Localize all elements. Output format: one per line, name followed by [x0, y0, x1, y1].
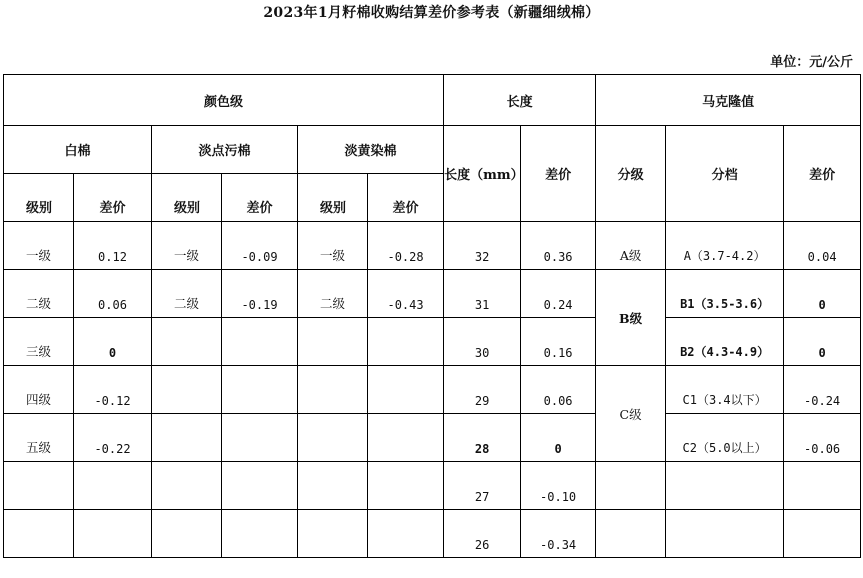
- table-row: [4, 414, 861, 462]
- yellow-grade-header: 级别: [298, 174, 368, 222]
- micronaire-range-cell: B2（4.3-4.9）: [666, 318, 784, 366]
- empty-cell: [152, 462, 222, 510]
- white-diff-cell: -0.22: [74, 414, 152, 462]
- white-diff-header: 差价: [74, 174, 152, 222]
- empty-cell: [666, 510, 784, 558]
- empty-cell: [298, 462, 368, 510]
- micronaire-diff-cell: 0: [784, 270, 861, 318]
- length-diff-cell: 0: [521, 414, 596, 462]
- empty-cell: [784, 510, 861, 558]
- table-row: [4, 270, 861, 318]
- light-yellow-header: 淡黄染棉: [298, 126, 444, 174]
- micronaire-category-cell: A级: [596, 222, 666, 270]
- empty-cell: [222, 366, 298, 414]
- table-row: [4, 462, 861, 510]
- white-grade-cell: 二级: [4, 270, 74, 318]
- length-mm-cell: 28: [444, 414, 521, 462]
- color-grade-header: 颜色级: [4, 75, 444, 126]
- length-diff-cell: 0.06: [521, 366, 596, 414]
- light-spotted-header: 淡点污棉: [152, 126, 298, 174]
- micronaire-range-cell: C1（3.4以下）: [666, 366, 784, 414]
- micronaire-category-cell: B级: [596, 270, 666, 366]
- length-mm-cell: 27: [444, 462, 521, 510]
- empty-cell: [222, 318, 298, 366]
- white-cotton-header: 白棉: [4, 126, 152, 174]
- white-diff-cell: 0: [74, 318, 152, 366]
- empty-cell: [784, 462, 861, 510]
- yellow-diff-cell: -0.43: [368, 270, 444, 318]
- micronaire-diff-cell: -0.24: [784, 366, 861, 414]
- empty-cell: [368, 318, 444, 366]
- empty-cell: [152, 318, 222, 366]
- white-grade-cell: 一级: [4, 222, 74, 270]
- table-row: [4, 510, 861, 558]
- empty-cell: [152, 366, 222, 414]
- yellow-diff-cell: -0.28: [368, 222, 444, 270]
- yellow-grade-cell: 二级: [298, 270, 368, 318]
- empty-cell: [666, 462, 784, 510]
- spotted-diff-cell: -0.19: [222, 270, 298, 318]
- micronaire-range-cell: B1（3.5-3.6）: [666, 270, 784, 318]
- length-diff-cell: -0.10: [521, 462, 596, 510]
- white-grade-cell: 五级: [4, 414, 74, 462]
- page-title: 2023年1月籽棉收购结算差价参考表（新疆细绒棉）: [263, 5, 600, 21]
- empty-cell: [298, 510, 368, 558]
- empty-cell: [298, 366, 368, 414]
- length-diff-cell: 0.36: [521, 222, 596, 270]
- micronaire-range-cell: C2（5.0以上）: [666, 414, 784, 462]
- white-diff-cell: 0.12: [74, 222, 152, 270]
- spotted-diff-header: 差价: [222, 174, 298, 222]
- empty-cell: [368, 414, 444, 462]
- micronaire-diff-cell: -0.06: [784, 414, 861, 462]
- white-grade-cell: 三级: [4, 318, 74, 366]
- empty-cell: [222, 510, 298, 558]
- micronaire-header: 马克隆值: [596, 75, 861, 126]
- spotted-grade-cell: 二级: [152, 270, 222, 318]
- white-diff-cell: 0.06: [74, 270, 152, 318]
- micronaire-diff-header: 差价: [784, 126, 861, 222]
- empty-cell: [368, 510, 444, 558]
- length-mm-cell: 31: [444, 270, 521, 318]
- empty-cell: [74, 462, 152, 510]
- empty-cell: [152, 414, 222, 462]
- white-diff-cell: -0.12: [74, 366, 152, 414]
- length-mm-cell: 32: [444, 222, 521, 270]
- length-diff-cell: 0.16: [521, 318, 596, 366]
- empty-cell: [368, 462, 444, 510]
- length-mm-cell: 26: [444, 510, 521, 558]
- length-diff-header: 差价: [521, 126, 596, 222]
- unit-label: 单位：元/公斤: [770, 55, 853, 70]
- price-difference-table: [3, 74, 861, 558]
- length-diff-cell: 0.24: [521, 270, 596, 318]
- empty-cell: [74, 510, 152, 558]
- empty-cell: [4, 462, 74, 510]
- spotted-grade-header: 级别: [152, 174, 222, 222]
- empty-cell: [4, 510, 74, 558]
- empty-cell: [368, 366, 444, 414]
- micronaire-category-cell: C级: [596, 366, 666, 462]
- empty-cell: [222, 462, 298, 510]
- length-mm-header: 长度（mm）: [444, 126, 521, 222]
- yellow-diff-header: 差价: [368, 174, 444, 222]
- length-diff-cell: -0.34: [521, 510, 596, 558]
- micronaire-diff-cell: 0.04: [784, 222, 861, 270]
- spotted-diff-cell: -0.09: [222, 222, 298, 270]
- empty-cell: [298, 318, 368, 366]
- table-row: [4, 366, 861, 414]
- yellow-grade-cell: 一级: [298, 222, 368, 270]
- empty-cell: [222, 414, 298, 462]
- micronaire-range-cell: A（3.7-4.2）: [666, 222, 784, 270]
- micronaire-range-header: 分档: [666, 126, 784, 222]
- white-grade-cell: 四级: [4, 366, 74, 414]
- table-row: [4, 318, 861, 366]
- empty-cell: [298, 414, 368, 462]
- length-header: 长度: [444, 75, 596, 126]
- empty-cell: [596, 510, 666, 558]
- micronaire-diff-cell: 0: [784, 318, 861, 366]
- length-mm-cell: 29: [444, 366, 521, 414]
- spotted-grade-cell: 一级: [152, 222, 222, 270]
- white-grade-header: 级别: [4, 174, 74, 222]
- length-mm-cell: 30: [444, 318, 521, 366]
- micronaire-category-header: 分级: [596, 126, 666, 222]
- table-row: [4, 222, 861, 270]
- empty-cell: [152, 510, 222, 558]
- empty-cell: [596, 462, 666, 510]
